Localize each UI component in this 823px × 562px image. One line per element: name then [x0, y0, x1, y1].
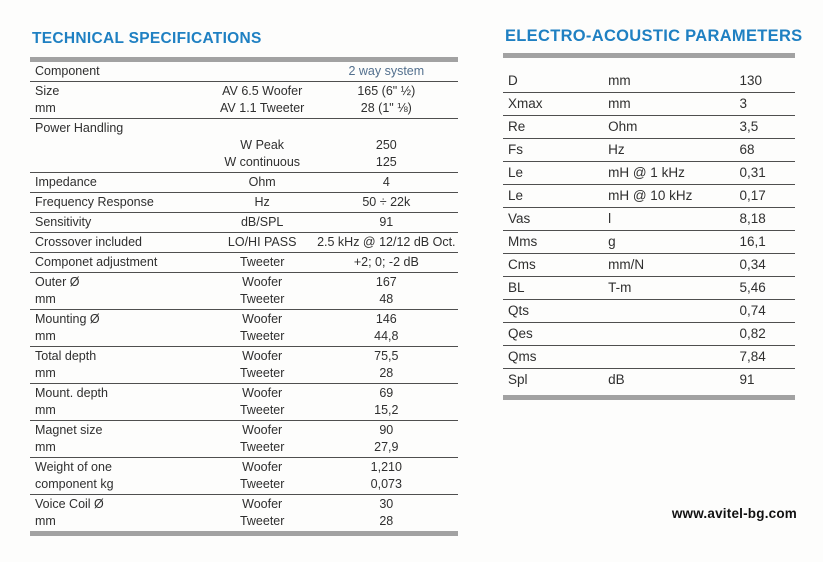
spec-label-cell — [30, 458, 210, 495]
spec-label-cell — [503, 323, 608, 346]
spec-value-cell — [740, 93, 796, 116]
cell-text: 8,18 — [739, 211, 766, 226]
spec-label-cell — [30, 495, 210, 532]
technical-specs-table — [30, 62, 458, 531]
cell-text: Woofer — [242, 386, 283, 400]
table-row — [503, 277, 795, 300]
cell-text: Vas — [508, 211, 531, 226]
spec-label-cell — [30, 82, 210, 119]
cell-text: 0,82 — [739, 326, 766, 341]
spec-label-cell — [30, 62, 210, 82]
spec-unit-cell — [608, 346, 739, 369]
table-row — [30, 82, 458, 119]
cell-text: 28 (1" ⅛) — [360, 101, 412, 115]
table-row — [30, 193, 458, 213]
cell-text: Power Handling — [35, 121, 124, 135]
cell-text: 3,5 — [739, 119, 759, 134]
cell-text: 0,31 — [739, 165, 766, 180]
cell-text: +2; 0; -2 dB — [353, 255, 419, 269]
cell-text: T-m — [608, 280, 632, 295]
spec-unit-cell — [608, 254, 739, 277]
cell-text: Ohm — [608, 119, 638, 134]
spec-label-cell — [503, 139, 608, 162]
table-row — [503, 369, 795, 392]
spec-unit-cell — [210, 193, 315, 213]
spec-label-cell — [503, 231, 608, 254]
electro-acoustic-section — [503, 27, 803, 400]
spec-value-cell — [740, 70, 796, 93]
spec-value-cell — [740, 162, 796, 185]
cell-text: mm — [608, 73, 631, 88]
spec-label-cell — [503, 346, 608, 369]
cell-text: 5,46 — [739, 280, 766, 295]
spec-unit-cell — [210, 421, 315, 458]
cell-text: 69 — [379, 386, 394, 400]
cell-text: dB — [608, 372, 625, 387]
spec-unit-cell — [608, 185, 739, 208]
spec-unit-cell — [210, 347, 315, 384]
spec-value-cell — [740, 185, 796, 208]
cell-text: 16,1 — [739, 234, 766, 249]
spec-unit-cell — [608, 116, 739, 139]
cell-text: 48 — [379, 292, 394, 306]
spec-unit-cell — [210, 233, 315, 253]
spec-label-cell — [503, 70, 608, 93]
table-row — [503, 231, 795, 254]
table-row — [30, 273, 458, 310]
spec-value-cell — [315, 193, 458, 213]
spec-value-cell — [315, 119, 458, 173]
cell-text — [210, 120, 315, 137]
cell-text: Sensitivity — [35, 215, 92, 229]
cell-text: 125 — [375, 155, 397, 169]
cell-text: Mounting Ø — [35, 312, 100, 326]
table-row — [30, 310, 458, 347]
cell-text: W continuous — [224, 155, 301, 169]
spec-value-cell — [315, 173, 458, 193]
table-row — [30, 213, 458, 233]
cell-text: 90 — [379, 423, 394, 437]
cell-text: Qes — [508, 326, 533, 341]
spec-unit-cell — [608, 323, 739, 346]
cell-text: 167 — [375, 275, 397, 289]
cell-text: 68 — [739, 142, 755, 157]
cell-text: BL — [508, 280, 525, 295]
cell-text: 28 — [379, 514, 394, 528]
cell-text: Xmax — [508, 96, 543, 111]
table-row — [503, 116, 795, 139]
spec-label-cell — [30, 213, 210, 233]
cell-text: AV 6.5 Woofer — [222, 84, 303, 98]
cell-text: Qms — [508, 349, 537, 364]
spec-label-cell — [30, 421, 210, 458]
cell-text: Frequency Response — [35, 195, 154, 209]
cell-text: Tweeter — [239, 329, 285, 343]
table-row — [503, 139, 795, 162]
cell-text: 1,210 — [370, 460, 402, 474]
cell-text: Total depth — [35, 349, 97, 363]
spec-unit-cell — [608, 70, 739, 93]
bottom-divider-bar — [503, 395, 795, 400]
cell-text: 30 — [379, 497, 394, 511]
cell-text: Weight of one — [35, 460, 112, 474]
table-row — [503, 70, 795, 93]
cell-text: Tweeter — [239, 514, 285, 528]
cell-text: 2 way system — [348, 64, 425, 78]
cell-text: Component — [35, 64, 100, 78]
cell-text: Size — [35, 84, 60, 98]
cell-text: Tweeter — [239, 255, 285, 269]
spec-label-cell — [503, 116, 608, 139]
cell-text: Impedance — [35, 175, 97, 189]
cell-text: Hz — [608, 142, 625, 157]
cell-text: 75,5 — [374, 349, 399, 363]
spec-label-cell — [503, 369, 608, 392]
cell-text: mm — [35, 514, 56, 528]
cell-text: Woofer — [242, 312, 283, 326]
spec-label-cell — [30, 119, 210, 173]
spec-value-cell — [315, 347, 458, 384]
spec-unit-cell — [210, 458, 315, 495]
cell-text: dB/SPL — [240, 215, 284, 229]
spec-unit-cell — [210, 253, 315, 273]
cell-text: Mms — [508, 234, 538, 249]
cell-text: Woofer — [242, 423, 283, 437]
table-row — [30, 233, 458, 253]
cell-text: Spl — [508, 372, 528, 387]
table-row — [503, 300, 795, 323]
spec-unit-cell — [210, 62, 315, 82]
spec-value-cell — [315, 82, 458, 119]
table-row — [503, 185, 795, 208]
spec-unit-cell — [608, 369, 739, 392]
cell-text: Ohm — [248, 175, 276, 189]
spec-value-cell — [315, 253, 458, 273]
table-row — [503, 346, 795, 369]
cell-text: Componet adjustment — [35, 255, 158, 269]
cell-text: mm/N — [608, 257, 645, 272]
spec-label-cell — [30, 253, 210, 273]
spec-value-cell — [315, 495, 458, 532]
cell-text: mm — [35, 366, 56, 380]
spec-label-cell — [30, 233, 210, 253]
spec-unit-cell — [210, 173, 315, 193]
cell-text: mH @ 10 kHz — [608, 188, 693, 203]
cell-text: l — [608, 211, 612, 226]
cell-text: 3 — [739, 96, 748, 111]
table-row — [30, 119, 458, 173]
cell-text: Woofer — [242, 349, 283, 363]
spec-unit-cell — [608, 208, 739, 231]
cell-text: Tweeter — [239, 440, 285, 454]
cell-text: Tweeter — [239, 477, 285, 491]
cell-text: 0,17 — [739, 188, 766, 203]
bottom-divider-bar — [30, 531, 458, 536]
cell-text: Le — [508, 188, 524, 203]
spec-unit-cell — [210, 213, 315, 233]
cell-text: 27,9 — [374, 440, 399, 454]
cell-text: 44,8 — [374, 329, 399, 343]
cell-text: 0,073 — [370, 477, 402, 491]
cell-text: mH @ 1 kHz — [608, 165, 685, 180]
cell-text: 91 — [379, 215, 394, 229]
spec-value-cell — [740, 323, 796, 346]
spec-value-cell — [740, 300, 796, 323]
website-watermark: www.avitel-bg.com — [671, 506, 797, 521]
spec-value-cell — [315, 233, 458, 253]
spec-unit-cell — [608, 139, 739, 162]
spec-unit-cell — [210, 310, 315, 347]
table-row — [503, 93, 795, 116]
cell-text: 50 ÷ 22k — [362, 195, 411, 209]
spec-label-cell — [503, 93, 608, 116]
cell-text: 0,34 — [739, 257, 766, 272]
cell-text: 91 — [739, 372, 755, 387]
table-row — [503, 208, 795, 231]
spec-value-cell — [740, 346, 796, 369]
table-row — [30, 495, 458, 532]
spec-label-cell — [30, 384, 210, 421]
table-row — [503, 323, 795, 346]
cell-text: Tweeter — [239, 292, 285, 306]
spec-label-cell — [30, 173, 210, 193]
spec-value-cell — [740, 139, 796, 162]
cell-text: Mount. depth — [35, 386, 108, 400]
electro-acoustic-table — [503, 70, 795, 391]
cell-text: 7,84 — [739, 349, 766, 364]
cell-text: 250 — [375, 138, 397, 152]
spec-unit-cell — [608, 300, 739, 323]
cell-text: 15,2 — [374, 403, 399, 417]
cell-text: Voice Coil Ø — [35, 497, 104, 511]
cell-text: mm — [35, 440, 56, 454]
spec-unit-cell — [608, 162, 739, 185]
spec-value-cell — [315, 62, 458, 82]
cell-text: mm — [35, 292, 56, 306]
spec-label-cell — [30, 310, 210, 347]
technical-specifications-section — [30, 30, 458, 536]
cell-text: Hz — [254, 195, 270, 209]
cell-text: Outer Ø — [35, 275, 80, 289]
spec-label-cell — [30, 193, 210, 213]
cell-text: Tweeter — [239, 403, 285, 417]
table-row — [30, 173, 458, 193]
cell-text — [315, 120, 458, 137]
spec-value-cell — [315, 384, 458, 421]
cell-text: Le — [508, 165, 524, 180]
table-row — [30, 253, 458, 273]
table-row — [30, 458, 458, 495]
electro-acoustic-title: ELECTRO-ACOUSTIC PARAMETERS — [505, 27, 803, 45]
table-row — [30, 62, 458, 82]
cell-text: component kg — [35, 477, 114, 491]
spec-value-cell — [315, 213, 458, 233]
cell-text: 28 — [379, 366, 394, 380]
cell-text: 130 — [739, 73, 763, 88]
spec-unit-cell — [210, 273, 315, 310]
cell-text: 4 — [382, 175, 390, 189]
cell-text: W Peak — [240, 138, 285, 152]
cell-text: Re — [508, 119, 526, 134]
cell-text: AV 1.1 Tweeter — [220, 101, 305, 115]
cell-text: mm — [35, 101, 56, 115]
cell-text: Tweeter — [239, 366, 285, 380]
cell-text: D — [508, 73, 518, 88]
spec-unit-cell — [210, 495, 315, 532]
cell-text: Magnet size — [35, 423, 103, 437]
cell-text: Woofer — [242, 275, 283, 289]
spec-value-cell — [740, 369, 796, 392]
cell-text: Woofer — [242, 497, 283, 511]
spec-unit-cell — [608, 231, 739, 254]
spec-unit-cell — [210, 82, 315, 119]
cell-text: Qts — [508, 303, 530, 318]
cell-text: 146 — [375, 312, 397, 326]
cell-text: LO/HI PASS — [227, 235, 297, 249]
spec-unit-cell — [210, 384, 315, 421]
spec-label-cell — [30, 273, 210, 310]
cell-text: g — [608, 234, 616, 249]
cell-text: Cms — [508, 257, 536, 272]
spec-value-cell — [315, 273, 458, 310]
spec-value-cell — [740, 231, 796, 254]
spec-value-cell — [740, 116, 796, 139]
cell-text: mm — [35, 403, 56, 417]
spec-value-cell — [315, 421, 458, 458]
cell-text: Crossover included — [35, 235, 142, 249]
top-divider-bar — [503, 53, 795, 58]
cell-text: 165 (6" ½) — [357, 84, 416, 98]
cell-text: Woofer — [242, 460, 283, 474]
table-row — [503, 254, 795, 277]
cell-text: mm — [608, 96, 631, 111]
spec-value-cell — [315, 310, 458, 347]
cell-text: Fs — [508, 142, 523, 157]
spec-label-cell — [503, 185, 608, 208]
table-row — [503, 162, 795, 185]
table-row — [30, 421, 458, 458]
spec-value-cell — [315, 458, 458, 495]
spec-label-cell — [503, 162, 608, 185]
cell-text: 2.5 kHz @ 12/12 dB Oct. — [317, 235, 456, 249]
spec-label-cell — [503, 208, 608, 231]
table-row — [30, 384, 458, 421]
cell-text: 0,74 — [739, 303, 766, 318]
spec-label-cell — [503, 300, 608, 323]
spec-unit-cell — [608, 277, 739, 300]
spec-label-cell — [30, 347, 210, 384]
spec-unit-cell — [608, 93, 739, 116]
spec-value-cell — [740, 277, 796, 300]
cell-text: mm — [35, 329, 56, 343]
spec-label-cell — [503, 277, 608, 300]
spec-value-cell — [740, 254, 796, 277]
spec-label-cell — [503, 254, 608, 277]
table-row — [30, 347, 458, 384]
spec-value-cell — [740, 208, 796, 231]
technical-specifications-title: TECHNICAL SPECIFICATIONS — [32, 30, 262, 47]
spec-unit-cell — [210, 119, 315, 173]
